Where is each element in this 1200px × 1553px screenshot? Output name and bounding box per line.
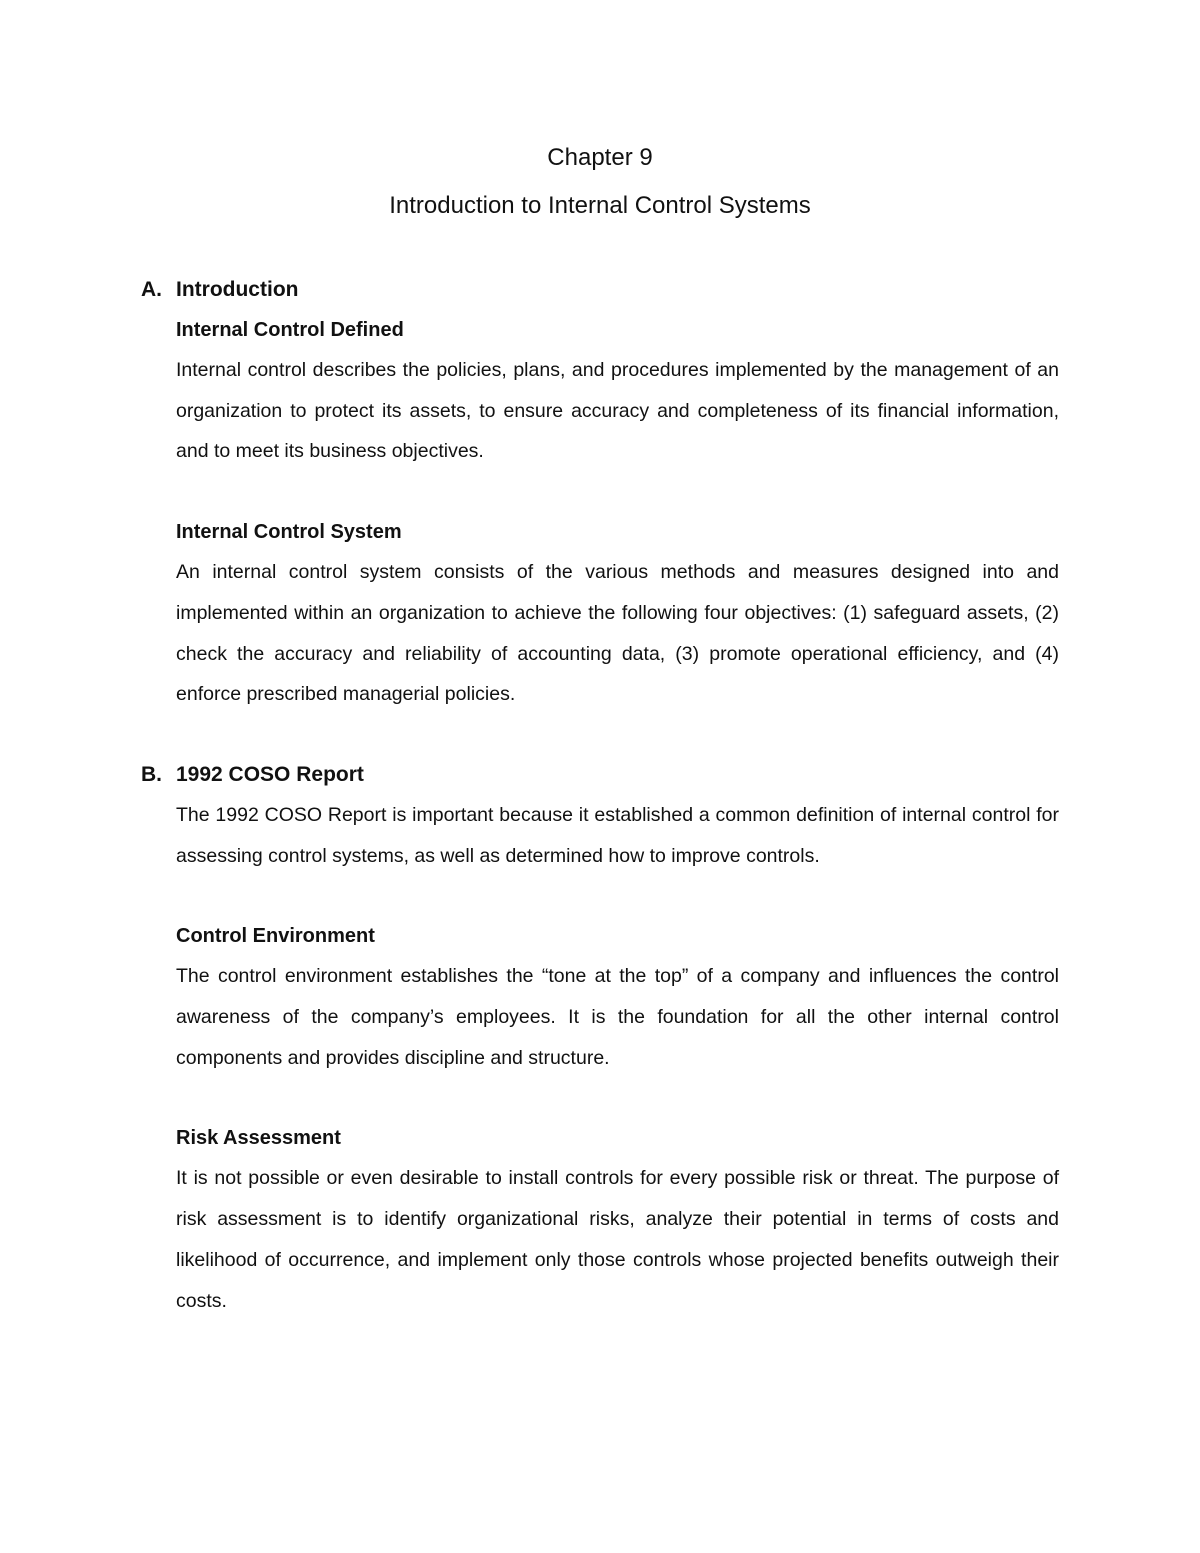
chapter-number: Chapter 9 [547,144,653,171]
subsection-paragraph: An internal control system consists of the various methods and measures designed into and implemented within an organization to achieve the following four objectives: (1) safeguard assets, (2) check the accuracy and reliability of accounting data, (3) promote operational efficiency, and (4) enforce prescribed managerial policies. [176,561,1059,706]
document-body [141,270,1059,1321]
subsection-heading: Internal Control System [176,521,402,544]
section-a [141,270,1059,715]
section-heading [141,755,1059,795]
subsection-paragraph: The control environment establishes the “tone at the top” of a company and influences the control awareness of the company’s employees. It is the foundation for all the other internal control components and provides discipline and structure. [176,965,1059,1069]
section-title: Introduction [176,278,299,301]
section-title: 1992 COSO Report [176,762,364,786]
subsection-paragraph: It is not possible or even desirable to install controls for every possible risk or threat. The purpose of risk assessment is to identify organizational risks, analyze their potential in terms of costs and likelihood of occurrence, and implement only those controls whose projected benefits outweigh their costs. [176,1167,1059,1312]
subsection-paragraph: Internal control describes the policies, plans, and procedures implemented by the management of an organization to protect its assets, to ensure accuracy and completeness of its financial information, and to meet its business objectives. [176,359,1059,463]
section-intro-paragraph: The 1992 COSO Report is important because it established a common definition of internal control for assessing control systems, as well as determined how to improve controls. [176,803,1059,867]
section-letter: A. [141,278,162,301]
section-b-content [176,795,1059,1321]
spacer [176,472,1059,512]
section-heading [141,270,1059,310]
chapter-title: Introduction to Internal Control Systems [389,192,811,219]
section-a-content [176,310,1059,715]
spacer [176,876,1059,916]
subsection-heading: Internal Control Defined [176,319,404,341]
subsection-heading: Control Environment [176,925,375,948]
section-b [141,755,1059,1321]
spacer [141,715,1059,755]
subsection-heading: Risk Assessment [176,1127,341,1150]
spacer [176,1078,1059,1118]
section-letter: B. [141,762,162,786]
